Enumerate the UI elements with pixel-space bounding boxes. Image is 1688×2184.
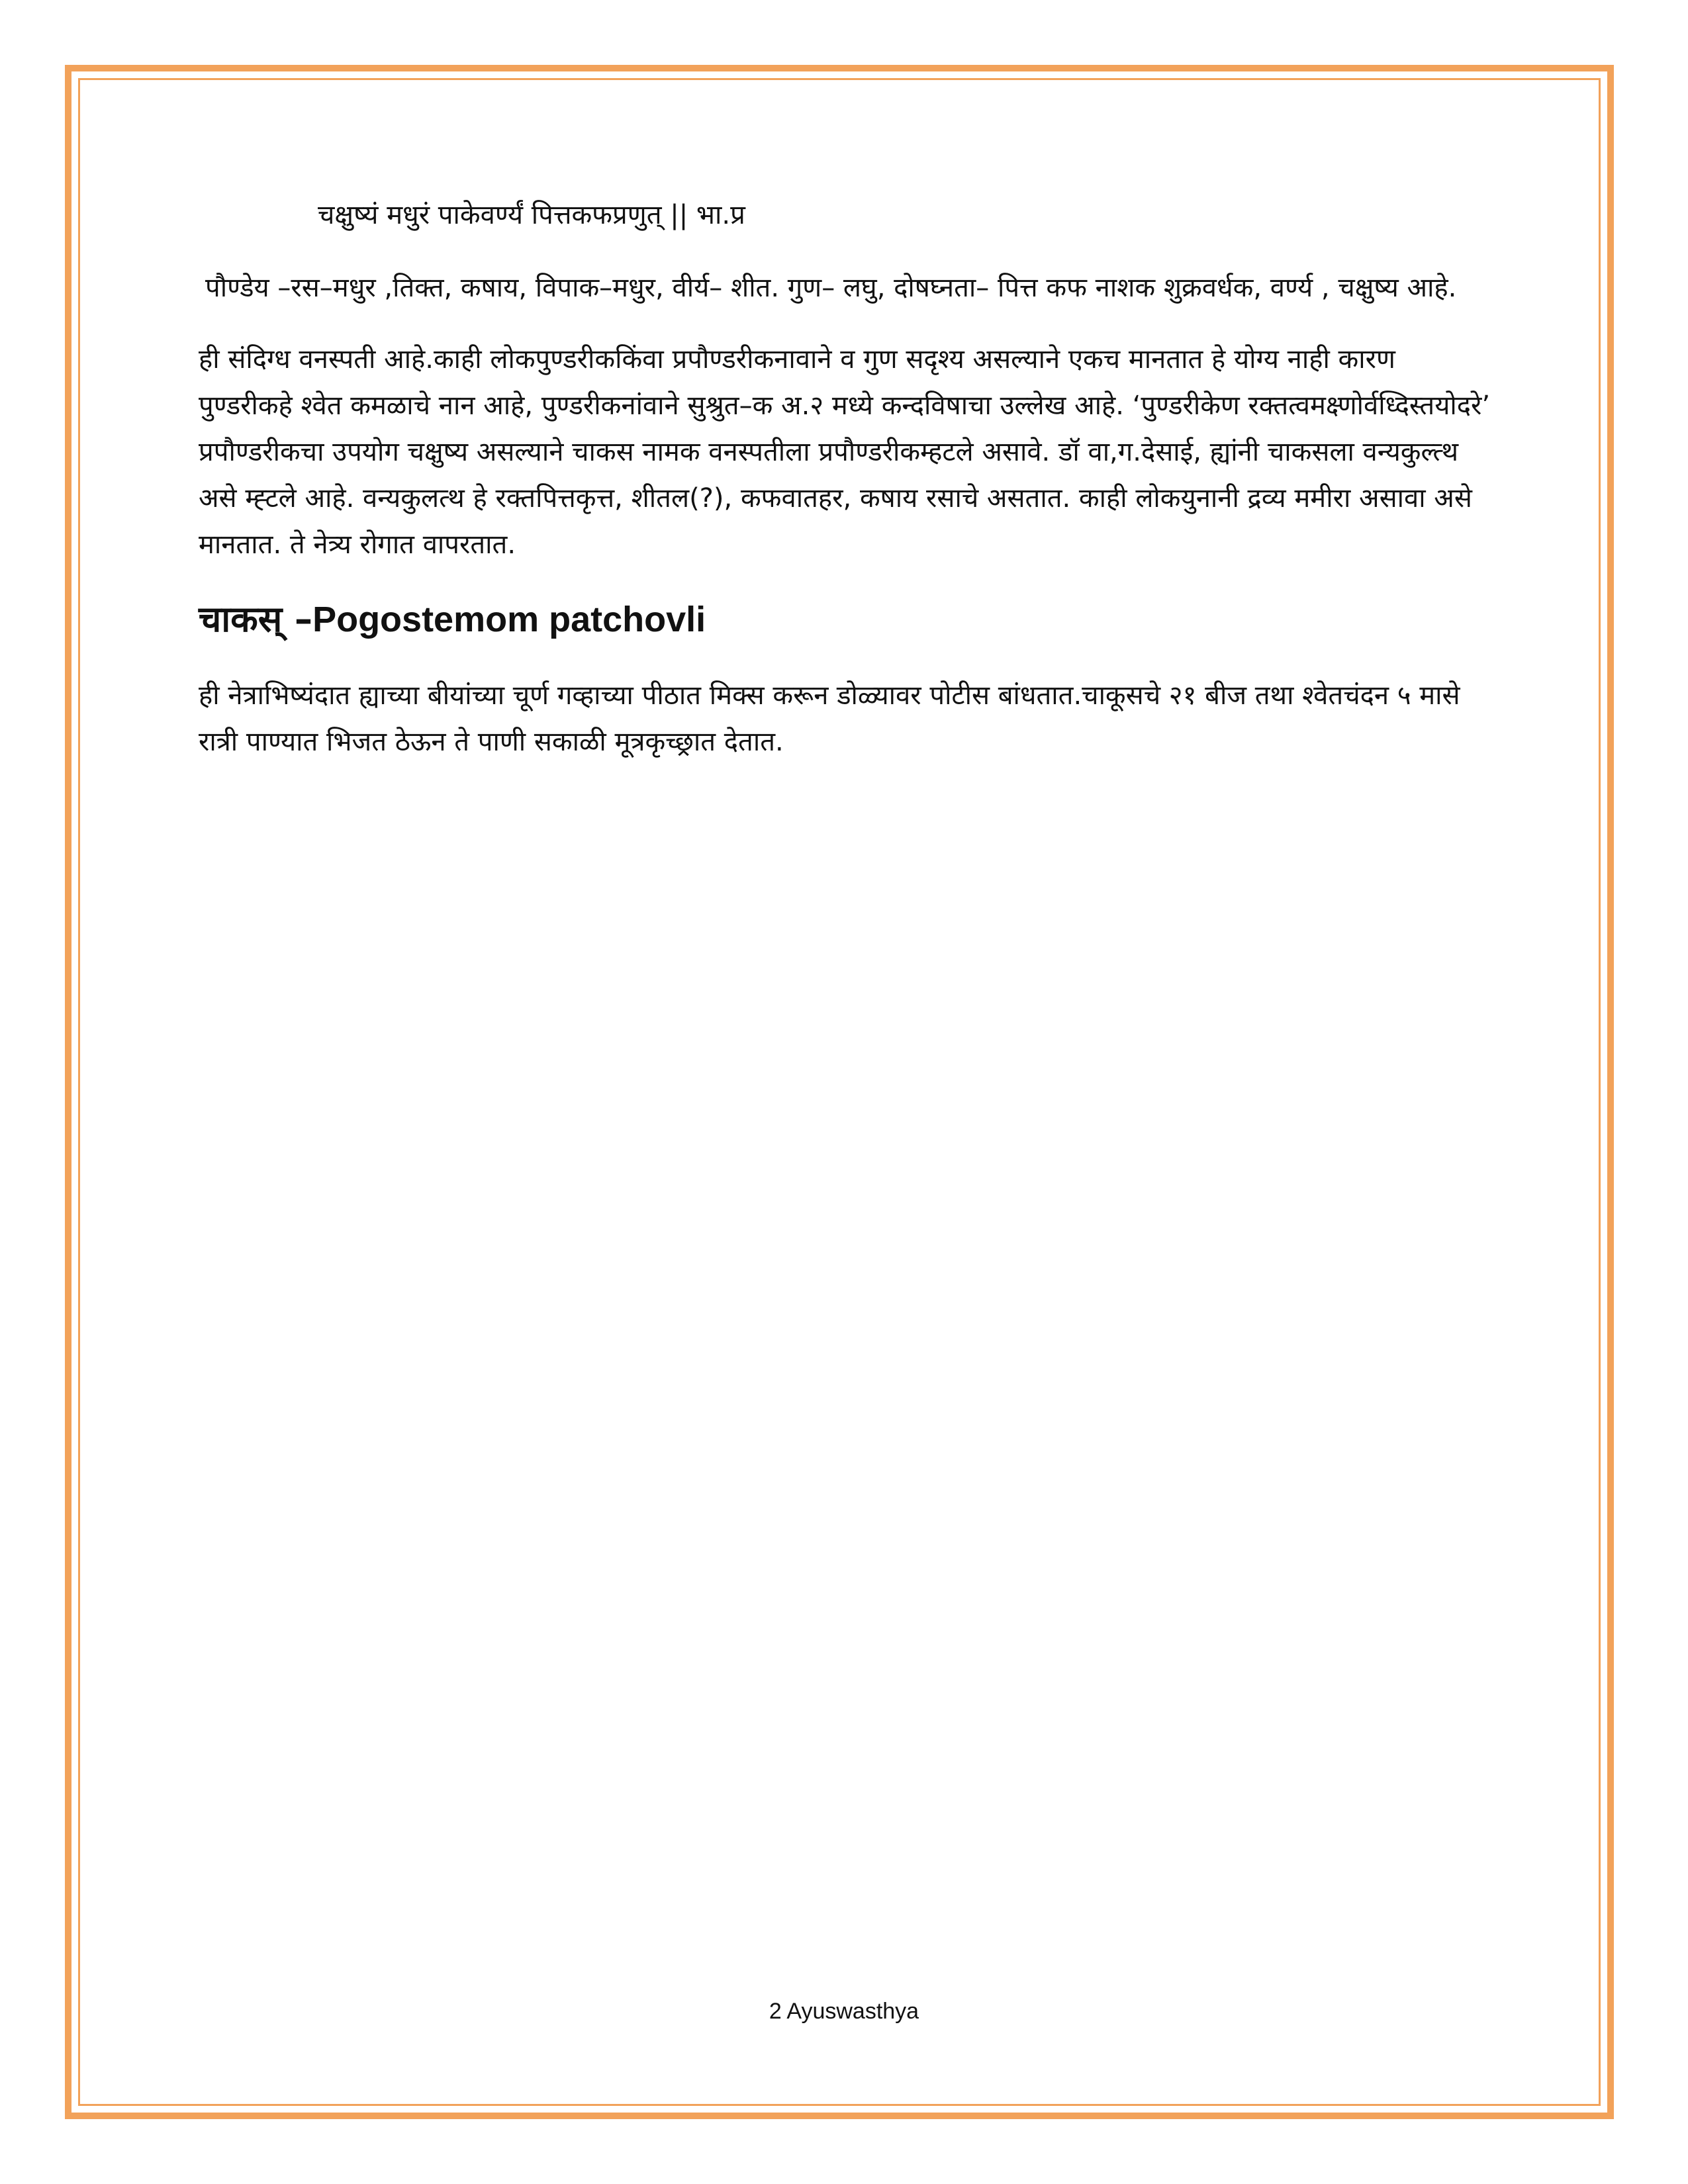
paragraph-usage: ही नेत्राभिष्यंदात ह्याच्या बीयांच्या चूर्ण गव्हाच्या पीठात मिक्स करून डोळ्यावर पोटीस बांधतात.चाकूसचे २१ बीज तथा श्वेतचंदन ५ मासे रात्री पाण्यात भिजत ठेऊन ते पाणी सकाळी मूत्रकृच्छ्रात देतात. bbox=[199, 680, 1460, 757]
paragraph-properties: पौण्डेय –रस–मधुर ,तिक्त, कषाय, विपाक–मधुर, वीर्य– शीत. गुण– लघु, दोषघ्नता– पित्त कफ नाशक शुक्रवर्धक, वर्ण्य , चक्षुष्य आहे. bbox=[205, 273, 1457, 303]
heading-devanagari: चाकस् – bbox=[199, 598, 313, 640]
page-footer: 2 Ayuswasthya bbox=[769, 1999, 919, 2024]
document-body bbox=[199, 192, 1496, 790]
section-heading bbox=[199, 593, 1496, 646]
paragraph-description: ही संदिग्ध वनस्पती आहे.काही लोकपुण्डरीककिंवा प्रपौण्डरीकनावाने व गुण सदृश्य असल्याने एकच मानतात हे योग्य नाही कारण पुण्डरीकहे श्वेत कमळाचे नान आहे, पुण्डरीकनांवाने सुश्रुत–क अ.२ मध्ये कन्दविषाचा उल्लेख आहे. ‘पुण्डरीकेण रक्तत्वमक्ष्णोर्वध्दिस्तयोदरे’ प्रपौण्डरीकचा उपयोग चक्षुष्य असल्याने चाकस नामक वनस्पतीला प्रपौण्डरीकम्हटले असावे. डॉ वा,ग.देसाई, ह्यांनी चाकसला वन्यकुल्त्थ असे म्ह्टले आहे. वन्यकुलत्थ हे रक्तपित्तकृत्त, शीतल(?), कफवातहर, कषाय रसाचे असतात. काही लोकयुनानी द्रव्य ममीरा असावा असे मानतात. ते नेत्र्य रोगात वापरतात. bbox=[199, 344, 1491, 560]
sanskrit-verse: चक्षुष्यं मधुरं पाकेवर्ण्यं पित्तकफप्रणुत् || भा.प्र bbox=[318, 200, 745, 230]
heading-latin-name: Pogostemom patchovli bbox=[312, 600, 706, 639]
